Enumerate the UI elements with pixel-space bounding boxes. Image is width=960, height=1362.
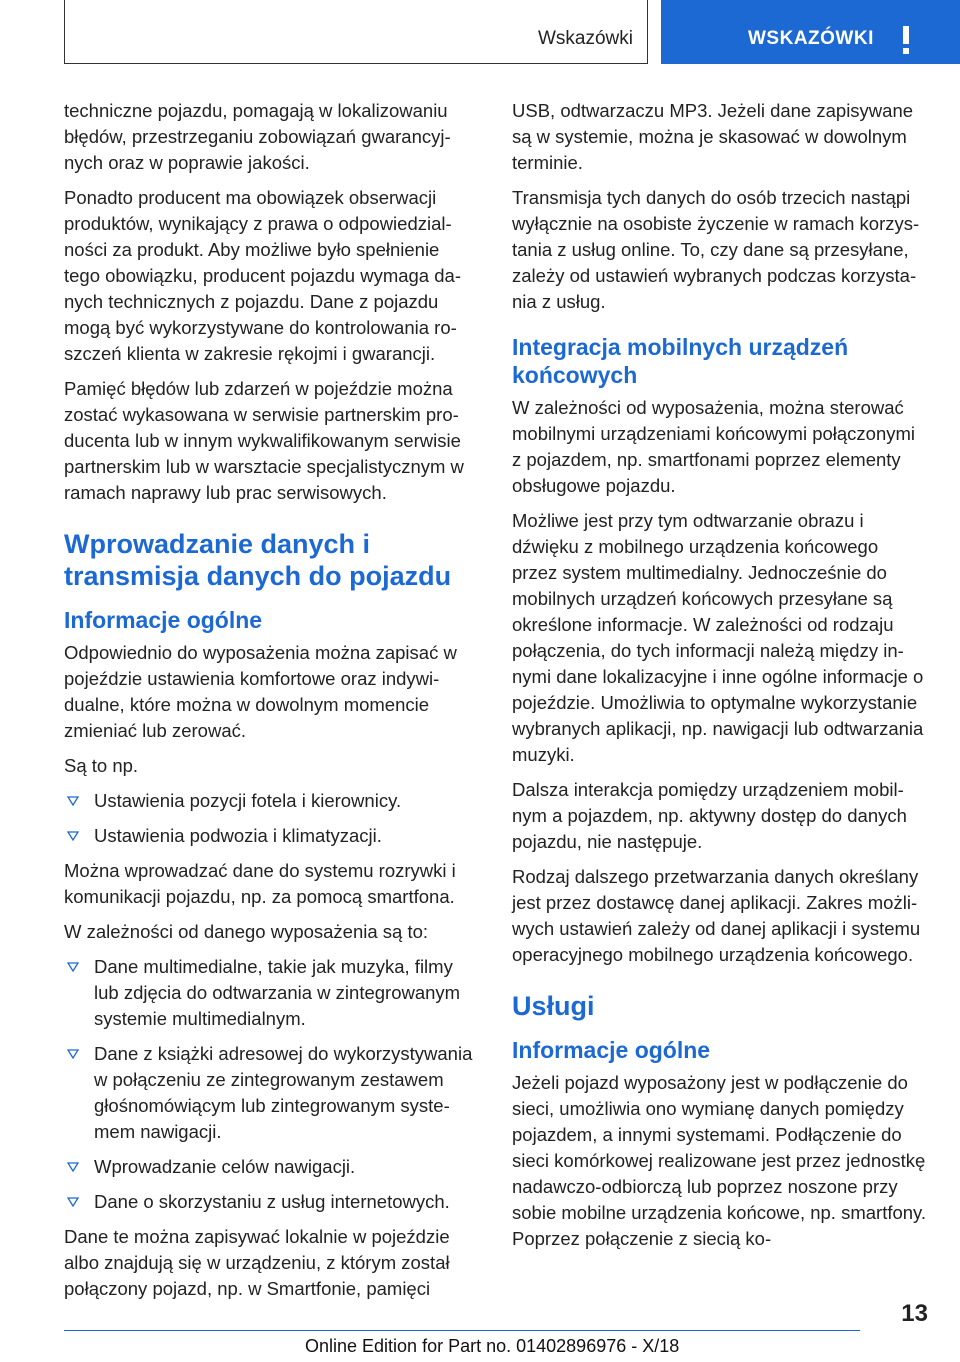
paragraph: techniczne pojazdu, pomagają w lokalizowaniu błędów, przestrzeganiu zobowiązań gwarancyjnych oraz w poprawie jakości. <box>64 100 451 173</box>
paragraph: Rodzaj dalszego przetwarzania danych określany jest przez dostawcę danej aplikacji. Zakres możliwych ustawień zależy od danej aplikacji i systemu operacyjnego mobilnego urządzenia końcowego. <box>512 866 921 965</box>
paragraph: Ponadto producent ma obowiązek obserwacji produktów, wynikający z prawa o odpowiedzialności za produkt. Aby możliwe było spełnienie tego obowiązku, producent pojazdu wymaga danych technicznych z pojazdu. Dane z pojazdu mogą być wykorzystywane do kontrolowania roszczeń klienta w zakresie rękojmi i gwarancji. <box>64 187 461 364</box>
section-heading: Usługi <box>512 991 595 1021</box>
list-item-text: Dane multimedialne, takie jak muzyka, filmy lub zdjęcia do odtwarzania w zintegrowanym systemie multimedialnym. <box>94 956 461 1029</box>
header-chapter-box <box>661 0 960 64</box>
subsection-heading: Informacje ogólne <box>512 1037 711 1063</box>
paragraph: Pamięć błędów lub zdarzeń w pojeździe można zostać wykasowana w serwisie partnerskim producenta lub w innym wykwalifikowanym serwisie partnerskim lub w warsztacie specjalistycznym w ramach naprawy lub prac serwisowych. <box>64 378 464 503</box>
page-number: 13 <box>901 1300 928 1327</box>
list-item <box>64 1154 479 1180</box>
paragraph: Odpowiednio do wyposażenia można zapisać w pojeździe ustawienia komfortowe oraz indywidualne, które można w dowolnym momencie zmieniać lub zerować. <box>64 642 457 741</box>
list-item <box>64 1189 479 1215</box>
paragraph: Dalsza interakcja pomiędzy urządzeniem mobilnym a pojazdem, np. aktywny dostęp do danych pojazdu, nie następuje. <box>512 779 907 852</box>
bullet-list <box>64 788 479 849</box>
list-item <box>64 1041 479 1145</box>
paragraph: Dane te można zapisywać lokalnie w pojeździe albo znajdują się w urządzeniu, z którym został połączony pojazd, np. w Smartfonie, pamięci <box>64 1226 450 1299</box>
list-item-text: Ustawienia podwozia i klimatyzacji. <box>94 825 382 846</box>
list-item-text: Ustawienia pozycji fotela i kierownicy. <box>94 790 402 811</box>
triangle-bullet-icon <box>67 831 79 841</box>
paragraph: W zależności od wyposażenia, można sterować mobilnymi urządzeniami końcowymi połączonymi z pojazdem, np. smartfonami poprzez elementy obsługowe pojazdu. <box>512 397 916 496</box>
right-column <box>512 98 928 1261</box>
list-item-text: Dane z książki adresowej do wykorzystywania w połączeniu ze zintegrowanym zestawem głośnomówiącym lub zintegrowanym systemem nawigacji. <box>94 1043 473 1142</box>
triangle-bullet-icon <box>67 962 79 972</box>
paragraph: Możliwe jest przy tym odtwarzanie obrazu i dźwięku z mobilnego urządzenia końcowego przez system multimedialny. Jednocześnie do mobilnych urządzeń końcowych przesyłane są określone informacje. W zależności od rodzaju połączenia, do tych informacji należą między innymi dane lokalizacyjne i inne ogólne informacje o pojeździe. Umożliwia to optymalne wykorzystanie wybranych aplikacji, np. nawigacji lub odtwarzania muzyki. <box>512 510 924 765</box>
header-chapter-title: WSKAZÓWKI <box>748 28 874 49</box>
left-column <box>64 98 479 1311</box>
list-item <box>64 788 479 814</box>
footer-divider <box>64 1330 860 1331</box>
section-heading: Wprowadzanie danych i transmisja danych do pojazdu <box>64 529 452 591</box>
paragraph: W zależności od danego wyposażenia są to: <box>64 921 429 942</box>
triangle-bullet-icon <box>67 796 79 806</box>
header-section-title: Wskazówki <box>537 28 633 49</box>
paragraph: Jeżeli pojazd wyposażony jest w podłączenie do sieci, umożliwia ono wymianę danych pomiędzy pojazdem, a innymi systemami. Podłączenie do sieci komórkowej realizowane jest przez jednostkę nadawczo-odbiorczą lub poprzez noszone przy sobie mobilne urządzenia końcowe, np. smartfony. Poprzez połączenie z siecią ko- <box>512 1072 927 1249</box>
exclamation-icon <box>901 26 911 56</box>
list-item <box>64 823 479 849</box>
paragraph: Transmisja tych danych do osób trzecich nastąpi wyłącznie na osobiste życzenie w ramach korzystania z usług online. To, czy dane są przesyłane, zależy od ustawień wybranych podczas korzystania z usług. <box>512 187 920 312</box>
list-item <box>64 954 479 1032</box>
list-item-text: Wprowadzanie celów nawigacji. <box>94 1156 356 1177</box>
triangle-bullet-icon <box>67 1162 79 1172</box>
subsection-heading: Integracja mobilnych urządzeń końcowych <box>512 334 849 388</box>
footer-edition-text: Online Edition for Part no. 01402896976 - X/18 <box>305 1336 680 1356</box>
subsection-heading: Informacje ogólne <box>64 607 263 633</box>
list-item-text: Dane o skorzystaniu z usług internetowych. <box>94 1191 450 1212</box>
paragraph: Można wprowadzać dane do systemu rozrywki i komunikacji pojazdu, np. za pomocą smartfona. <box>64 860 456 907</box>
paragraph: USB, odtwarzaczu MP3. Jeżeli dane zapisywane są w systemie, można je skasować w dowolnym terminie. <box>512 100 914 173</box>
header-section-box <box>64 0 648 64</box>
paragraph: Są to np. <box>64 755 139 776</box>
triangle-bullet-icon <box>67 1049 79 1059</box>
triangle-bullet-icon <box>67 1197 79 1207</box>
bullet-list <box>64 954 479 1215</box>
